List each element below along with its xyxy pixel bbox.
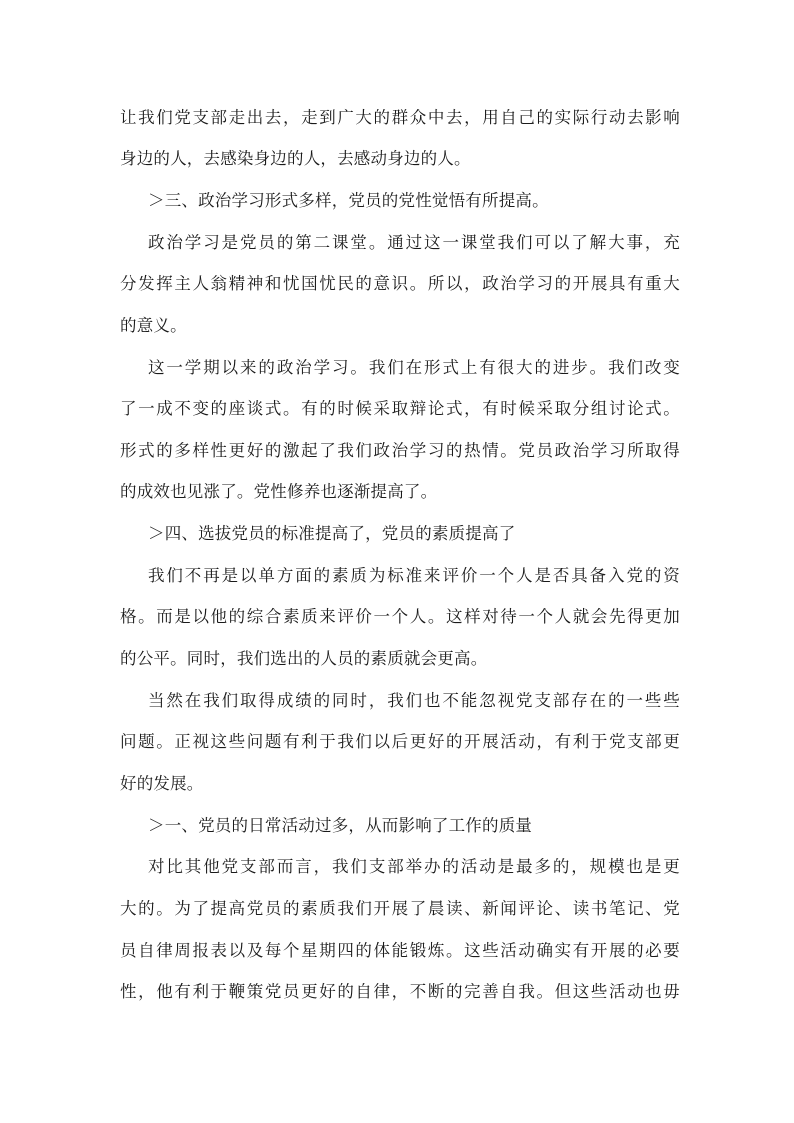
paragraph-line: 政治学习是党员的第二课堂。通过这一课堂我们可以了解大事，充 <box>148 233 680 252</box>
paragraph-line: 形式的多样性更好的激起了我们政治学习的热情。党员政治学习所取得 <box>120 441 680 460</box>
paragraph-line: 的公平。同时，我们选出的人员的素质就会更高。 <box>120 649 488 668</box>
paragraph-line: 让我们党支部走出去，走到广大的群众中去，用自己的实际行动去影响 <box>120 108 680 127</box>
paragraph-line: 分发挥主人翁精神和忧国忧民的意识。所以，政治学习的开展具有重大 <box>120 274 680 293</box>
paragraph-line: 性，他有利于鞭策党员更好的自律，不断的完善自我。但这些活动也毋 <box>120 982 680 1001</box>
paragraph-line: 员自律周报表以及每个星期四的体能锻炼。这些活动确实有开展的必要 <box>120 941 680 960</box>
paragraph-line: 好的发展。 <box>120 774 204 793</box>
paragraph-line: 我们不再是以单方面的素质为标准来评价一个人是否具备入党的资 <box>148 566 680 585</box>
paragraph-line: 这一学期以来的政治学习。我们在形式上有很大的进步。我们改变 <box>148 358 680 377</box>
section-heading: ＞一、党员的日常活动过多，从而影响了工作的质量 <box>148 816 533 835</box>
paragraph-line: 的成效也见涨了。党性修养也逐渐提高了。 <box>120 482 438 501</box>
paragraph-line: 的意义。 <box>120 316 187 335</box>
section-heading: ＞四、选拔党员的标准提高了，党员的素质提高了 <box>148 524 516 543</box>
paragraph-line: 大的。为了提高党员的素质我们开展了晨读、新闻评论、读书笔记、党 <box>120 899 680 918</box>
section-heading: ＞三、政治学习形式多样，党员的党性觉悟有所提高。 <box>148 191 549 210</box>
paragraph-line: 了一成不变的座谈式。有的时候采取辩论式，有时候采取分组讨论式。 <box>120 399 680 418</box>
paragraph-line: 问题。正视这些问题有利于我们以后更好的开展活动，有利于党支部更 <box>120 732 680 751</box>
paragraph-line: 对比其他党支部而言，我们支部举办的活动是最多的，规模也是更 <box>148 857 680 876</box>
paragraph-line: 格。而是以他的综合素质来评价一个人。这样对待一个人就会先得更加 <box>120 607 680 626</box>
paragraph-line: 身边的人，去感染身边的人，去感动身边的人。 <box>120 149 471 168</box>
paragraph-line: 当然在我们取得成绩的同时，我们也不能忽视党支部存在的一些些 <box>148 691 680 710</box>
